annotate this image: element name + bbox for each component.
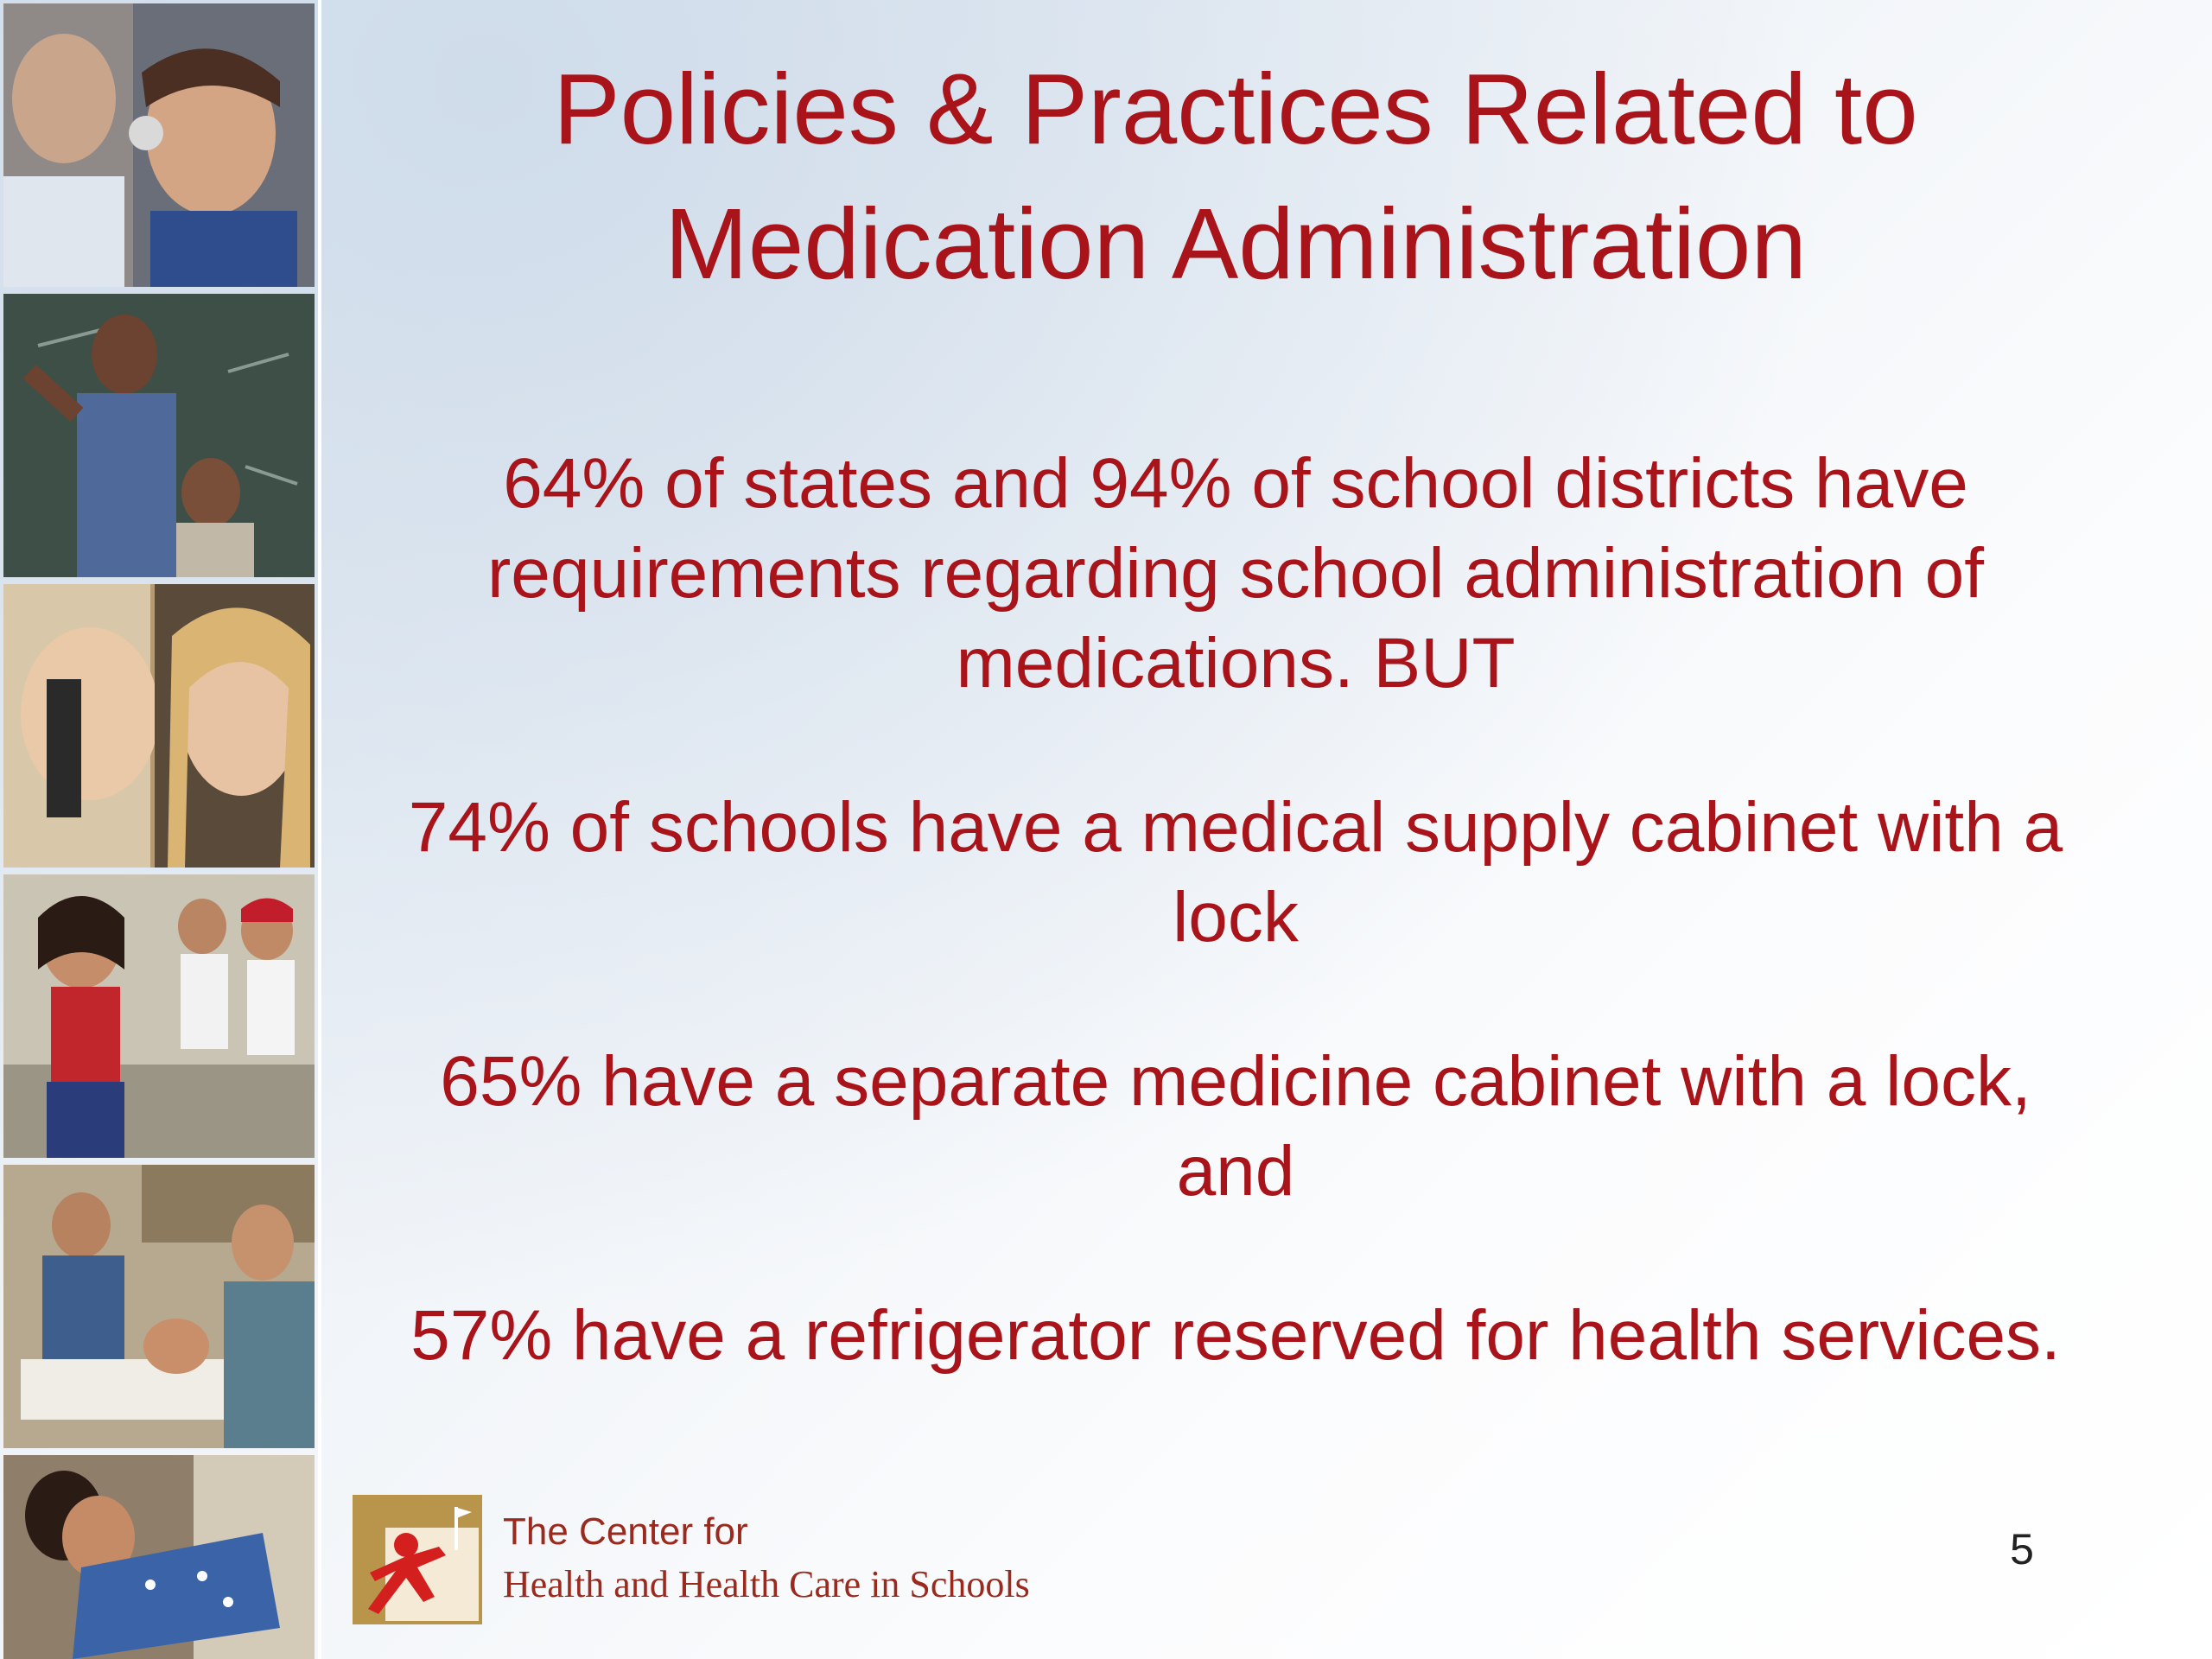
- child-leaning-forward-photo: [3, 1455, 315, 1659]
- paragraph-medicine-cabinet: 65% have a separate medicine cabinet with a lock, and: [440, 1042, 2031, 1211]
- title-line-2: Medication Administration: [664, 188, 1807, 300]
- org-name-line-1: The Center for: [503, 1510, 748, 1553]
- running-figure-icon: [353, 1495, 482, 1624]
- girl-microscope-and-girl-portrait-photo: [3, 584, 315, 868]
- children-in-classroom-photo: [3, 1165, 315, 1448]
- paragraph-refrigerator: 57% have a refrigerator reserved for health services.: [410, 1296, 2061, 1375]
- slide-title: [363, 41, 2108, 311]
- children-playing-photo: [3, 874, 315, 1158]
- paragraph-states-districts: 64% of states and 94% of school districts have requirements regarding school administration of medications. BUT: [486, 444, 1984, 702]
- page-number: 5: [2010, 1525, 2034, 1573]
- slide-body: [380, 439, 2091, 1381]
- title-line-1: Policies & Practices Related to: [553, 53, 1918, 165]
- photo-strip: [0, 0, 321, 1659]
- org-name-line-2: Health and Health Care in Schools: [503, 1563, 1030, 1605]
- boy-at-chalkboard-photo: [3, 294, 315, 577]
- paragraph-supply-cabinet: 74% of schools have a medical supply cabinet with a lock: [408, 788, 2063, 957]
- doctor-examining-boy-ear-photo: [3, 3, 315, 287]
